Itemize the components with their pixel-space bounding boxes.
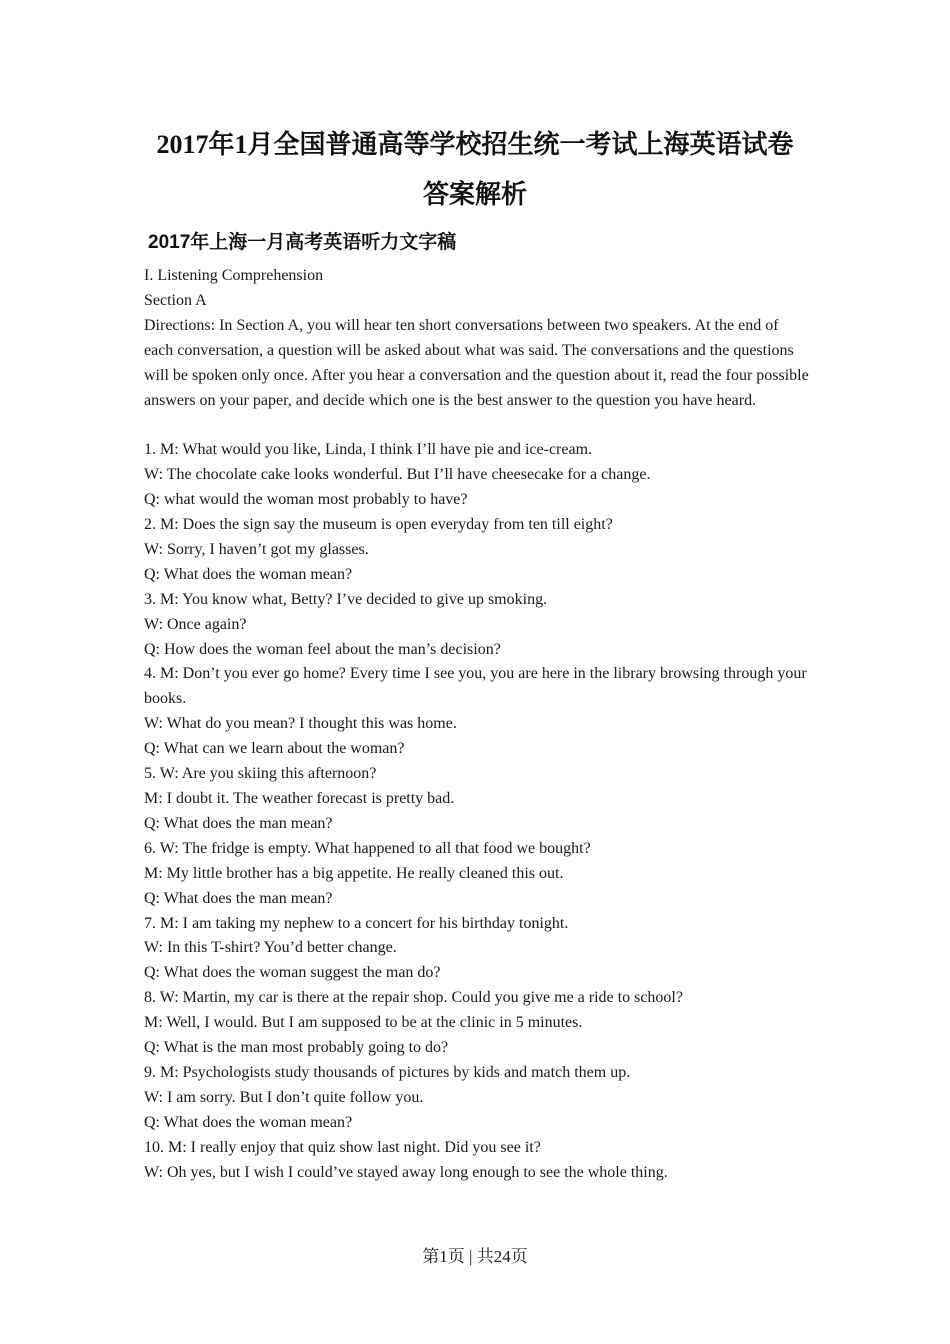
transcript-line: M: Well, I would. But I am supposed to be at the clinic in 5 minutes. [144,1014,583,1032]
transcript-line: M: I doubt it. The weather forecast is pretty bad. [144,790,455,808]
transcript-line: Q: What does the man mean? [144,814,333,832]
transcript-line: Q: How does the woman feel about the man’s decision? [144,640,501,658]
transcript-line: 3. M: You know what, Betty? I’ve decided to give up smoking. [144,590,548,608]
document-title-line-2: 答案解析 [422,180,527,209]
section-heading: I. Listening Comprehension [144,267,324,284]
section-label: Section A [144,291,207,309]
transcript-line: Q: What does the woman mean? [144,565,353,583]
transcript-line: 9. M: Psychologists study thousands of pictures by kids and match them up. [144,1063,631,1081]
transcript-subtitle: 2017年上海一月高考英语听力文字稿 [148,232,457,253]
transcript-line: 2. M: Does the sign say the museum is open everyday from ten till eight? [144,516,613,534]
transcript-body [144,264,809,1186]
transcript-line: W: What do you mean? I thought this was home. [144,715,457,733]
page-number-footer: 第1页 | 共24页 [422,1247,528,1266]
transcript-line: W: The chocolate cake looks wonderful. But I’ll have cheesecake for a change. [144,466,651,484]
transcript-line: W: Once again? [144,615,247,633]
transcript-line: 8. W: Martin, my car is there at the repair shop. Could you give me a ride to school? [144,989,683,1007]
transcript-line: 6. W: The fridge is empty. What happened to all that food we bought? [144,839,591,857]
transcript-line: W: I am sorry. But I don’t quite follow you. [144,1088,424,1106]
transcript-line: W: Sorry, I haven’t got my glasses. [144,540,369,558]
transcript-line: 5. W: Are you skiing this afternoon? [144,765,377,783]
document-title-line-1: 2017年1月全国普通高等学校招生统一考试上海英语试卷 [156,130,794,159]
transcript-line: Q: What does the woman suggest the man do? [144,964,441,982]
transcript-line: Q: What does the woman mean? [144,1113,353,1131]
transcript-line: 4. M: Don’t you ever go home? Every time I see you, you are here in the library browsing through your books. [144,665,807,708]
transcript-line: 10. M: I really enjoy that quiz show last night. Did you see it? [144,1138,541,1156]
transcript-line: Q: What does the man mean? [144,889,333,907]
transcript-line: W: Oh yes, but I wish I could’ve stayed away long enough to see the whole thing. [144,1163,668,1181]
transcript-line: 7. M: I am taking my nephew to a concert for his birthday tonight. [144,914,569,932]
transcript-line: Q: what would the woman most probably to have? [144,491,468,509]
directions-paragraph: Directions: In Section A, you will hear ten short conversations between two speakers. At the end of each conversation, a question will be asked about what was said. The conversations and the questions will be spoken only once. After you hear a conversation and the question about it, read the four possible answers on your paper, and decide which one is the best answer to the question you have heard. [144,316,809,409]
transcript-line: 1. M: What would you like, Linda, I think I’ll have pie and ice-cream. [144,441,593,459]
transcript-line: M: My little brother has a big appetite. He really cleaned this out. [144,864,564,882]
transcript-line: Q: What is the man most probably going to do? [144,1039,449,1057]
transcript-line: Q: What can we learn about the woman? [144,740,405,758]
blank-line [144,413,809,438]
transcript-line: W: In this T-shirt? You’d better change. [144,939,397,957]
